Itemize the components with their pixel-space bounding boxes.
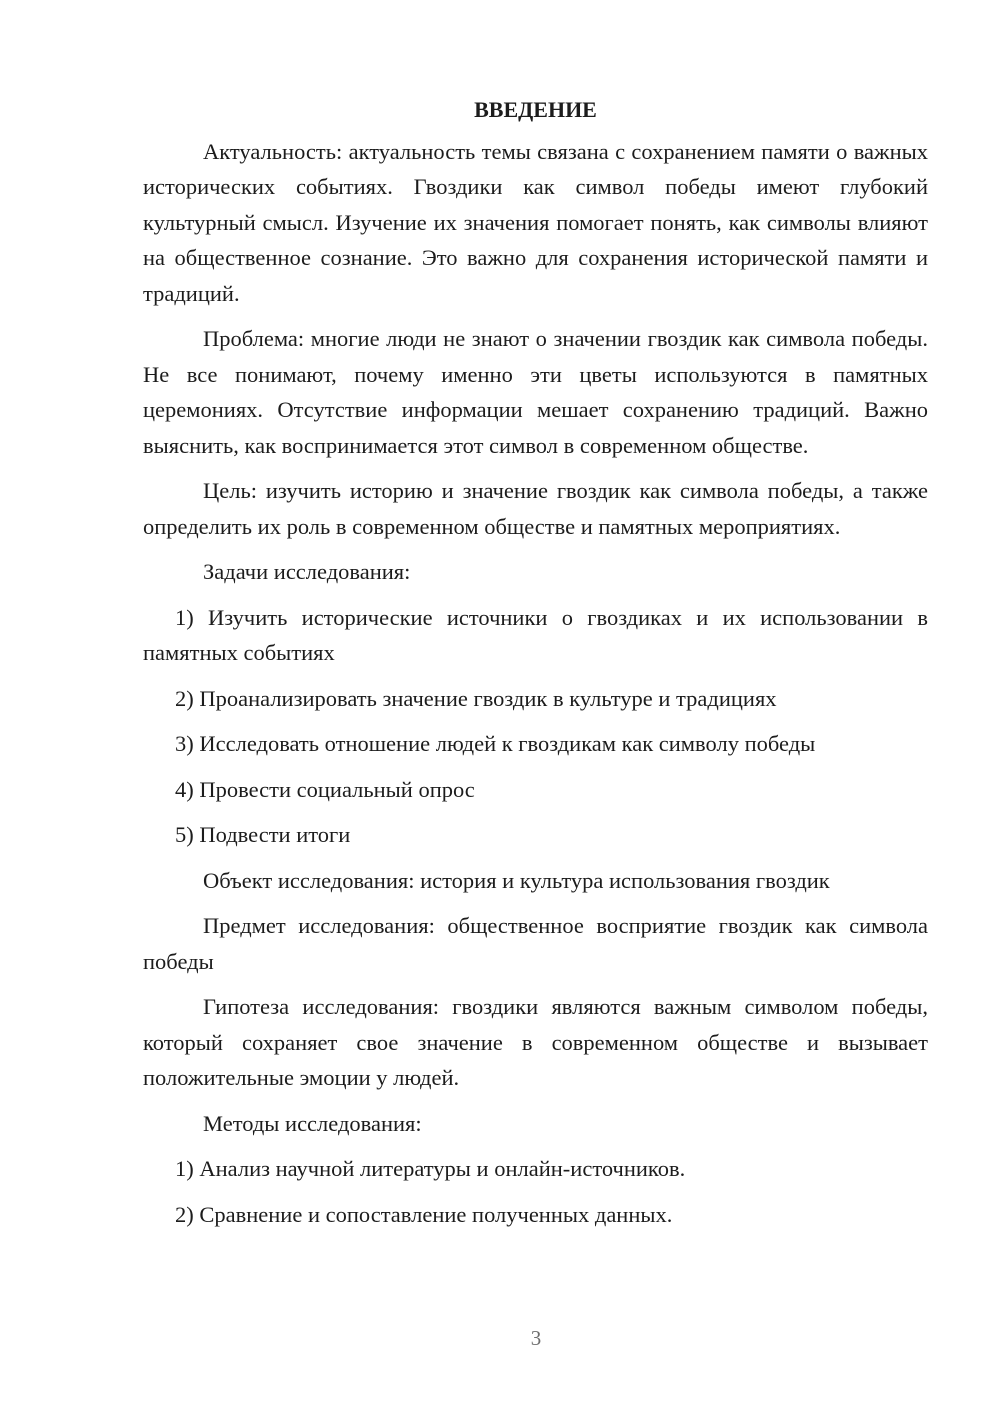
method-item-2: 2) Сравнение и сопоставление полученных данных. (175, 1201, 673, 1227)
task-item-5: 5) Подвести итоги (175, 822, 351, 847)
methods-heading: Методы исследования: (203, 1110, 422, 1136)
page-content (143, 92, 928, 1242)
object-paragraph: Объект исследования: история и культура использования гвоздик (203, 867, 830, 893)
problem-paragraph: Проблема: многие люди не знают о значении гвоздик как символа победы. Не все понимают, почему именно эти цветы используются в памятных церемониях. Отсутствие информации мешает сохранению традиций. Важно выяснить, как воспринимается этот символ в современном обществе. (143, 326, 928, 458)
method-item-1: 1) Анализ научной литературы и онлайн-источников. (175, 1156, 686, 1181)
page-title: ВВЕДЕНИЕ (474, 97, 597, 122)
actuality-paragraph: Актуальность: актуальность темы связана с сохранением памяти о важных исторических событиях. Гвоздики как символ победы имеют глубокий культурный смысл. Изучение их значения помогает понять, как символы влияют на общественное сознание. Это важно для сохранения исторической памяти и традиций. (143, 138, 928, 306)
task-item-4: 4) Провести социальный опрос (175, 776, 475, 802)
task-item-2: 2) Проанализировать значение гвоздик в культуре и традициях (175, 685, 777, 711)
hypothesis-paragraph: Гипотеза исследования: гвоздики являются важным символом победы, который сохраняет свое значение в современном обществе и вызывает положительные эмоции у людей. (143, 994, 928, 1090)
page-number: 3 (530, 1326, 542, 1350)
goal-paragraph: Цель: изучить историю и значение гвоздик как символа победы, а также определить их роль в современном обществе и памятных мероприятиях. (143, 478, 928, 539)
task-item-1: 1) Изучить исторические источники о гвоздиках и их использовании в памятных событиях (143, 604, 928, 665)
task-item-3: 3) Исследовать отношение людей к гвоздикам как символу победы (175, 731, 816, 756)
tasks-heading: Задачи исследования: (203, 559, 411, 584)
subject-paragraph: Предмет исследования: общественное восприятие гвоздик как символа победы (143, 913, 928, 974)
